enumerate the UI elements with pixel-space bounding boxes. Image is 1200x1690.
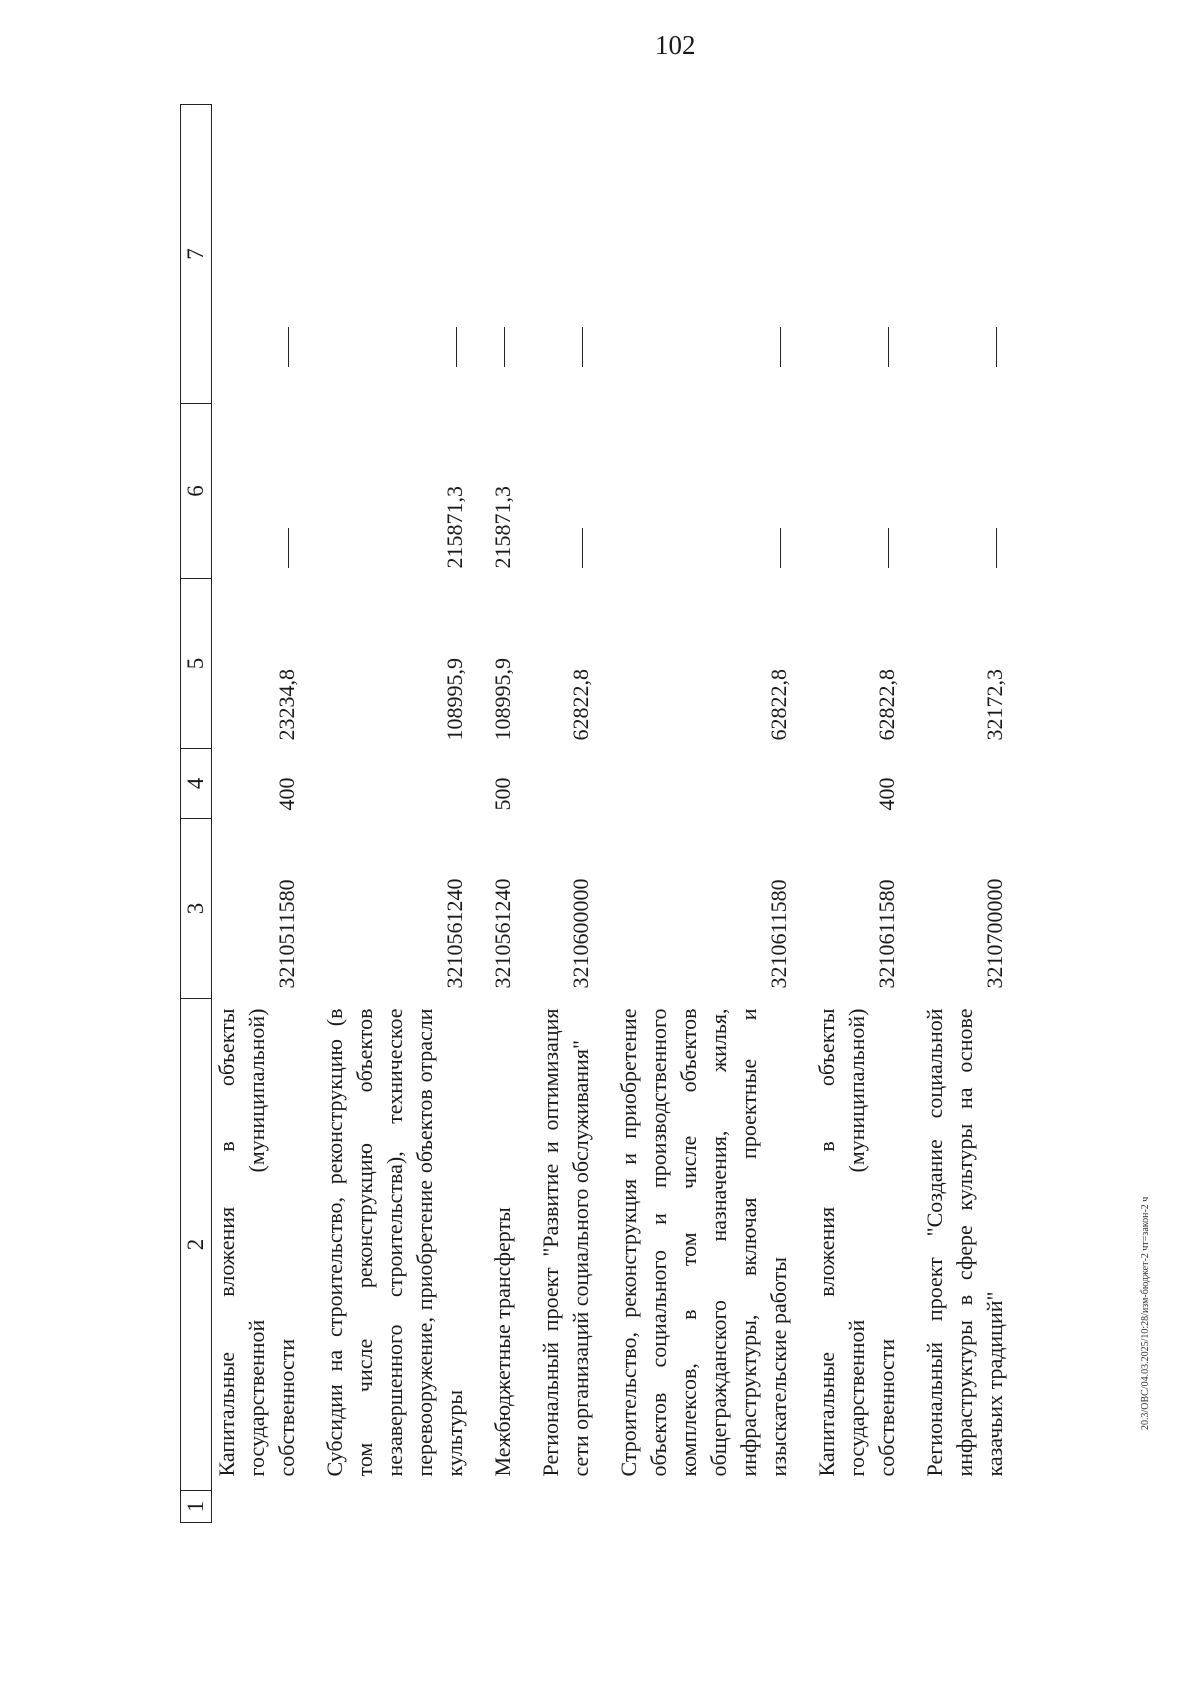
v5-text: 62822,8 [766, 669, 791, 741]
row-spacer-cell [596, 105, 614, 1523]
row-spacer-cell [470, 105, 488, 1523]
cell-type [812, 749, 902, 819]
cell-name [320, 999, 470, 1491]
cell-type [320, 749, 470, 819]
row-spacer [302, 105, 320, 1523]
empty-value-dash [504, 328, 505, 368]
cell-name [920, 999, 1010, 1491]
v5-text: 108995,9 [442, 658, 467, 741]
cell-code [614, 819, 794, 999]
header-col-5: 5 [181, 579, 212, 749]
name-text: Капитальные вложения в объекты государственной (муниципальной) собственности [214, 1008, 299, 1477]
cell-v6 [536, 404, 596, 579]
cell-type [488, 749, 518, 819]
row-spacer-cell [302, 105, 320, 1523]
v5-text: 108995,9 [490, 658, 515, 741]
row-spacer-cell [794, 105, 812, 1523]
cell-type [614, 749, 794, 819]
cell-v5 [614, 579, 794, 749]
table-body [212, 105, 1011, 1523]
code-text: 3210700000 [982, 878, 1007, 989]
budget-table-rotated [180, 105, 1040, 1523]
name-text: Строительство, реконструкция и приобретение объектов социального и производственного комплексов, в том числе объектов общегражданского назначения, жилья, инфраструктуры, включая проектные и изыскательские работы [616, 1008, 791, 1477]
header-col-1: 1 [181, 1491, 212, 1523]
table-row [320, 105, 470, 1523]
name-text: Субсидии на строительство, реконструкцию (в том числе реконструкцию объектов незавершенного строительства), техническое перевооружение, приобретение объектов отрасли культуры [322, 1008, 467, 1477]
cell-v7 [920, 105, 1010, 404]
cell-v6 [488, 404, 518, 579]
cell-code [536, 819, 596, 999]
row-number-cell [488, 1491, 518, 1523]
table-row [536, 105, 596, 1523]
cell-name [536, 999, 596, 1491]
empty-value-dash [780, 529, 781, 569]
name-text: Капитальные вложения в объекты государственной (муниципальной) собственности [814, 1008, 899, 1477]
v6-text: 215871,3 [490, 486, 515, 569]
row-spacer-cell [902, 105, 920, 1523]
header-row [181, 105, 212, 1523]
header-col-4: 4 [181, 749, 212, 819]
cell-v7 [488, 105, 518, 404]
empty-value-dash [288, 529, 289, 569]
cell-v5 [536, 579, 596, 749]
cell-name [614, 999, 794, 1491]
empty-value-dash [582, 328, 583, 368]
empty-value-dash [288, 328, 289, 368]
row-number-cell [812, 1491, 902, 1523]
header-col-6: 6 [181, 404, 212, 579]
code-text: 3210511580 [274, 879, 299, 989]
cell-v5 [212, 579, 303, 749]
cell-code [212, 819, 303, 999]
footer-document-code: 20.3/ОВС/04.03.2025/10:28/изм-бюджет-2 чт=закон-2 ч [1140, 1196, 1151, 1430]
cell-v7 [812, 105, 902, 404]
header-col-2: 2 [181, 999, 212, 1491]
cell-name [812, 999, 902, 1491]
cell-code [488, 819, 518, 999]
page-number: 102 [655, 30, 696, 60]
empty-value-dash [888, 529, 889, 569]
cell-v7 [320, 105, 470, 404]
name-text: Региональный проект "Создание социальной инфраструктуры в сфере культуры на основе казачьих традиций" [922, 1008, 1007, 1477]
cell-type [920, 749, 1010, 819]
row-number-cell [536, 1491, 596, 1523]
table-row [614, 105, 794, 1523]
cell-code [920, 819, 1010, 999]
table-row [488, 105, 518, 1523]
type-text: 400 [274, 777, 299, 811]
row-spacer [518, 105, 536, 1523]
empty-value-dash [456, 328, 457, 368]
cell-code [320, 819, 470, 999]
name-text: Межбюджетные трансферты [490, 1207, 515, 1477]
cell-v7 [212, 105, 303, 404]
code-text: 3210600000 [568, 878, 593, 989]
table-row [920, 105, 1010, 1523]
empty-value-dash [996, 328, 997, 368]
cell-v6 [320, 404, 470, 579]
header-col-7: 7 [181, 105, 212, 404]
code-text: 3210561240 [442, 878, 467, 989]
cell-v6 [212, 404, 303, 579]
cell-v7 [536, 105, 596, 404]
row-spacer-cell [518, 105, 536, 1523]
table-row [212, 105, 303, 1523]
cell-v6 [920, 404, 1010, 579]
cell-v5 [920, 579, 1010, 749]
cell-name [488, 999, 518, 1491]
cell-v5 [812, 579, 902, 749]
v5-text: 62822,8 [874, 669, 899, 741]
cell-type [536, 749, 596, 819]
empty-value-dash [996, 529, 997, 569]
row-number-cell [320, 1491, 470, 1523]
header-col-3: 3 [181, 819, 212, 999]
cell-v5 [488, 579, 518, 749]
type-text: 500 [490, 777, 515, 811]
row-spacer [596, 105, 614, 1523]
v5-text: 23234,8 [274, 669, 299, 741]
row-number-cell [212, 1491, 303, 1523]
cell-v6 [812, 404, 902, 579]
row-number-cell [920, 1491, 1010, 1523]
v5-text: 62822,8 [568, 669, 593, 741]
row-spacer [794, 105, 812, 1523]
code-text: 3210611580 [874, 879, 899, 989]
v5-text: 32172,3 [982, 669, 1007, 741]
cell-type [212, 749, 303, 819]
empty-value-dash [582, 529, 583, 569]
budget-table [180, 104, 1010, 1523]
cell-code [812, 819, 902, 999]
cell-v6 [614, 404, 794, 579]
v6-text: 215871,3 [442, 486, 467, 569]
code-text: 3210611580 [766, 879, 791, 989]
row-number-cell [614, 1491, 794, 1523]
code-text: 3210561240 [490, 878, 515, 989]
empty-value-dash [780, 328, 781, 368]
cell-v7 [614, 105, 794, 404]
row-spacer [902, 105, 920, 1523]
empty-value-dash [888, 328, 889, 368]
row-spacer [470, 105, 488, 1523]
cell-v5 [320, 579, 470, 749]
cell-name [212, 999, 303, 1491]
type-text: 400 [874, 777, 899, 811]
name-text: Региональный проект "Развитие и оптимизация сети организаций социального обслуживания" [538, 1008, 593, 1477]
table-row [812, 105, 902, 1523]
